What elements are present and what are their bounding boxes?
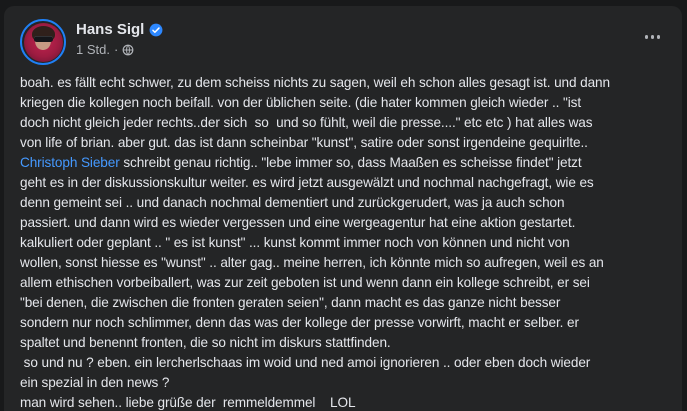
- post-text: so und nu ? eben. ein lercherlschaas im woid und ned amoi ignorieren .. oder eben doch wieder: [20, 355, 591, 370]
- post-text: doch nicht gleich jeder rechts..der sich so und so fühlt, weil die presse...." etc etc ) hat alles was: [20, 115, 593, 130]
- avatar-photo: [24, 23, 63, 62]
- post-line: [20, 293, 666, 313]
- post-line: [20, 373, 666, 393]
- post-line: [20, 333, 666, 353]
- post-line: [20, 213, 666, 233]
- name-row: [76, 20, 163, 39]
- post-text: kalkuliert oder geplant .. " es ist kunst" ... kunst kommt immer noch von können und nicht von: [20, 235, 570, 250]
- post-text: schreibt genau richtig.. "lebe immer so, dass Maaßen es scheisse findet" jetzt: [119, 155, 582, 170]
- post-text: geht es in der diskussionskultur weiter. es wird jetzt ausgewälzt und nochmal nachgefragt, wie es: [20, 175, 594, 190]
- profile-name[interactable]: Hans Sigl: [76, 21, 145, 38]
- post-line: [20, 393, 666, 411]
- post-text: man wird sehen.. liebe grüße der remmeldemmel LOL: [20, 395, 356, 410]
- post-line: [20, 193, 666, 213]
- post-text: passiert. und dann wird es wieder vergessen und eine wergeagentur hat eine aktion gestartet.: [20, 215, 576, 230]
- post-text: allem ethischen vorbeiballert, was zur zeit geboten ist und wenn dann ein kollege schreibt, er sei: [20, 275, 590, 290]
- more-options-button[interactable]: [641, 29, 665, 45]
- post-text: "bei denen, die zwischen die fronten geraten seien", dann macht es das ganze nicht besser: [20, 295, 561, 310]
- ellipsis-icon: [651, 35, 655, 39]
- verified-badge-icon: [149, 23, 163, 37]
- post-line: [20, 233, 666, 253]
- post-text: denn gemeint sei .. und danach nochmal dementiert und zurückgerudert, was ja auch schon: [20, 195, 565, 210]
- post-body: [4, 71, 682, 411]
- post-text: ein spezial in den news ?: [20, 375, 170, 390]
- ellipsis-icon: [657, 35, 661, 39]
- post-line: [20, 93, 666, 113]
- avatar[interactable]: [20, 19, 66, 65]
- post-text: sondern nur noch schlimmer, denn das was der kollege der presse vorwirft, macht er selber. er: [20, 315, 579, 330]
- post-line: [20, 313, 666, 333]
- post-text: spaltet und benennt fronten, die so nicht im diskurs stattfinden.: [20, 335, 391, 350]
- meta-separator: ·: [113, 42, 119, 57]
- meta-row: [76, 42, 163, 57]
- post-line: [20, 153, 666, 173]
- post-line: [20, 273, 666, 293]
- post-text: von life of brian. aber gut. das ist dann scheinbar "kunst", satire oder sonst irgendeine gequirlte..: [20, 135, 588, 150]
- post-header: [4, 6, 682, 71]
- sunglasses-icon: [34, 36, 53, 42]
- post-card: [4, 6, 682, 411]
- post-line: [20, 113, 666, 133]
- post-text: kriegen die kollegen noch beifall. von der üblichen seite. (die hater kommen gleich wieder .. "ist: [20, 95, 581, 110]
- post-line: [20, 173, 666, 193]
- post-link-christoph-sieber[interactable]: Christoph Sieber: [20, 155, 120, 170]
- post-text: wollen, sonst hiesse es "wunst" .. alter gag.. meine herren, ich könnte mich so aufregen, weil es an: [20, 255, 604, 270]
- post-text: boah. es fällt echt schwer, zu dem scheiss nichts zu sagen, weil eh schon alles gesagt ist. und dann: [20, 75, 610, 90]
- post-line: [20, 253, 666, 273]
- post-line: [20, 73, 666, 93]
- post-line: [20, 353, 666, 373]
- header-text: [76, 19, 163, 57]
- post-line: [20, 133, 666, 153]
- ellipsis-icon: [645, 35, 649, 39]
- globe-icon: [122, 44, 134, 56]
- post-timestamp[interactable]: 1 Std.: [76, 42, 110, 57]
